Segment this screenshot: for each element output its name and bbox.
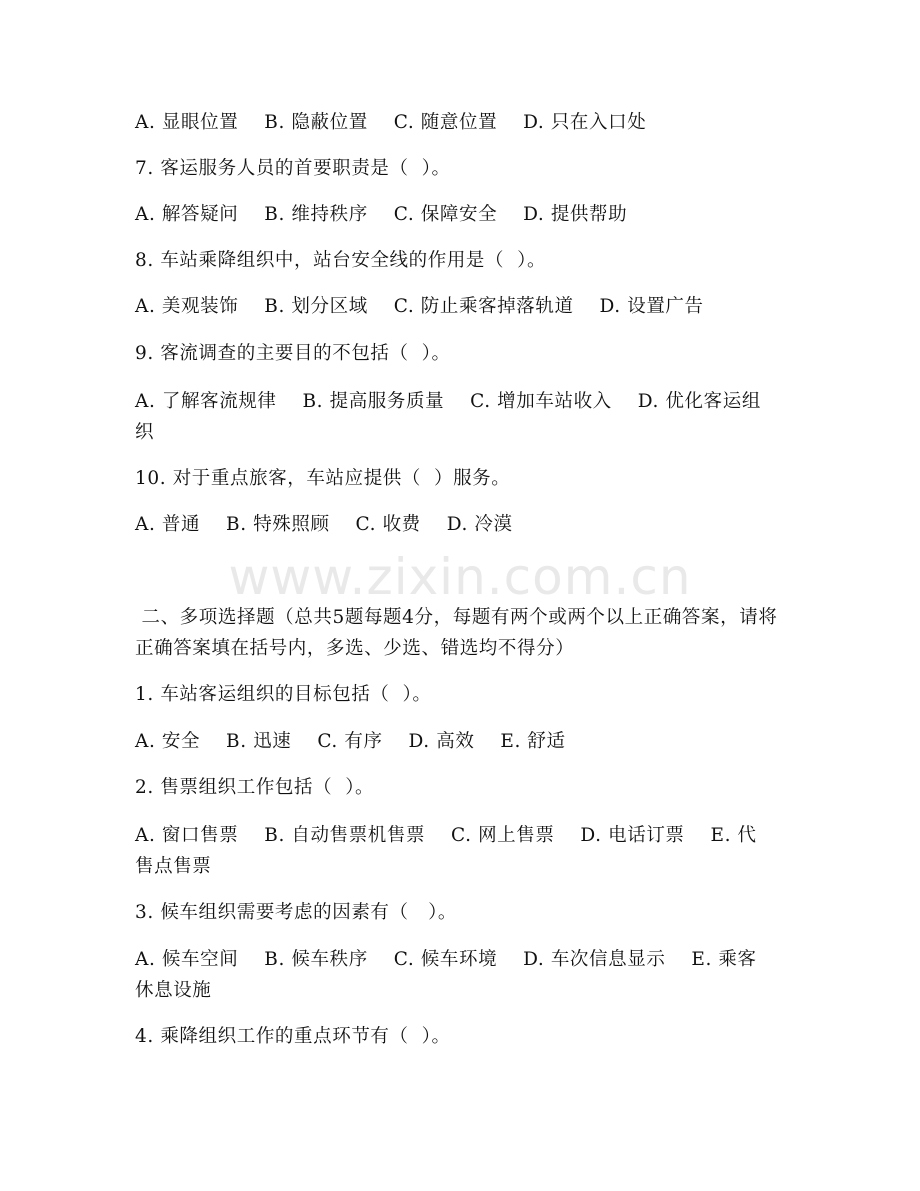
q10-options: A. 普通 B. 特殊照顾 C. 收费 D. 冷漠 (135, 514, 513, 535)
mq3-options: A. 候车空间 B. 候车秩序 C. 候车环境 D. 车次信息显示 E. 乘客休息设施 (135, 949, 757, 1001)
q7-question: 7. 客运服务人员的首要职责是（ ）。 (135, 158, 451, 179)
q6-options: A. 显眼位置 B. 隐蔽位置 C. 随意位置 D. 只在入口处 (135, 112, 647, 133)
q9-question: 9. 客流调查的主要目的不包括（ ）。 (135, 343, 451, 364)
mq1-question: 1. 车站客运组织的目标包括（ ）。 (135, 684, 432, 705)
watermark: www.zixin.com.cn (228, 548, 692, 606)
q7-options: A. 解答疑问 B. 维持秩序 C. 保障安全 D. 提供帮助 (135, 204, 628, 225)
mq2-question: 2. 售票组织工作包括（ ）。 (135, 777, 375, 798)
q8-question: 8. 车站乘降组织中，站台安全线的作用是（ ）。 (135, 250, 547, 271)
q8-options: A. 美观装饰 B. 划分区域 C. 防止乘客掉落轨道 D. 设置广告 (135, 296, 704, 317)
mq1-options: A. 安全 B. 迅速 C. 有序 D. 高效 E. 舒适 (135, 731, 566, 752)
q10-question: 10. 对于重点旅客，车站应提供（ ）服务。 (135, 468, 511, 489)
section-2-heading: 二、多项选择题（总共5题每题4分，每题有两个或两个以上正确答案，请将正确答案填在括号内，多选、少选、错选均不得分） (135, 607, 778, 659)
q9-options: A. 了解客流规律 B. 提高服务质量 C. 增加车站收入 D. 优化客运组织 (135, 391, 761, 443)
mq3-question: 3. 候车组织需要考虑的因素有（ ）。 (135, 902, 458, 923)
mq2-options: A. 窗口售票 B. 自动售票机售票 C. 网上售票 D. 电话订票 E. 代售点售票 (135, 825, 757, 877)
mq4-question: 4. 乘降组织工作的重点环节有（ ）。 (135, 1026, 451, 1047)
